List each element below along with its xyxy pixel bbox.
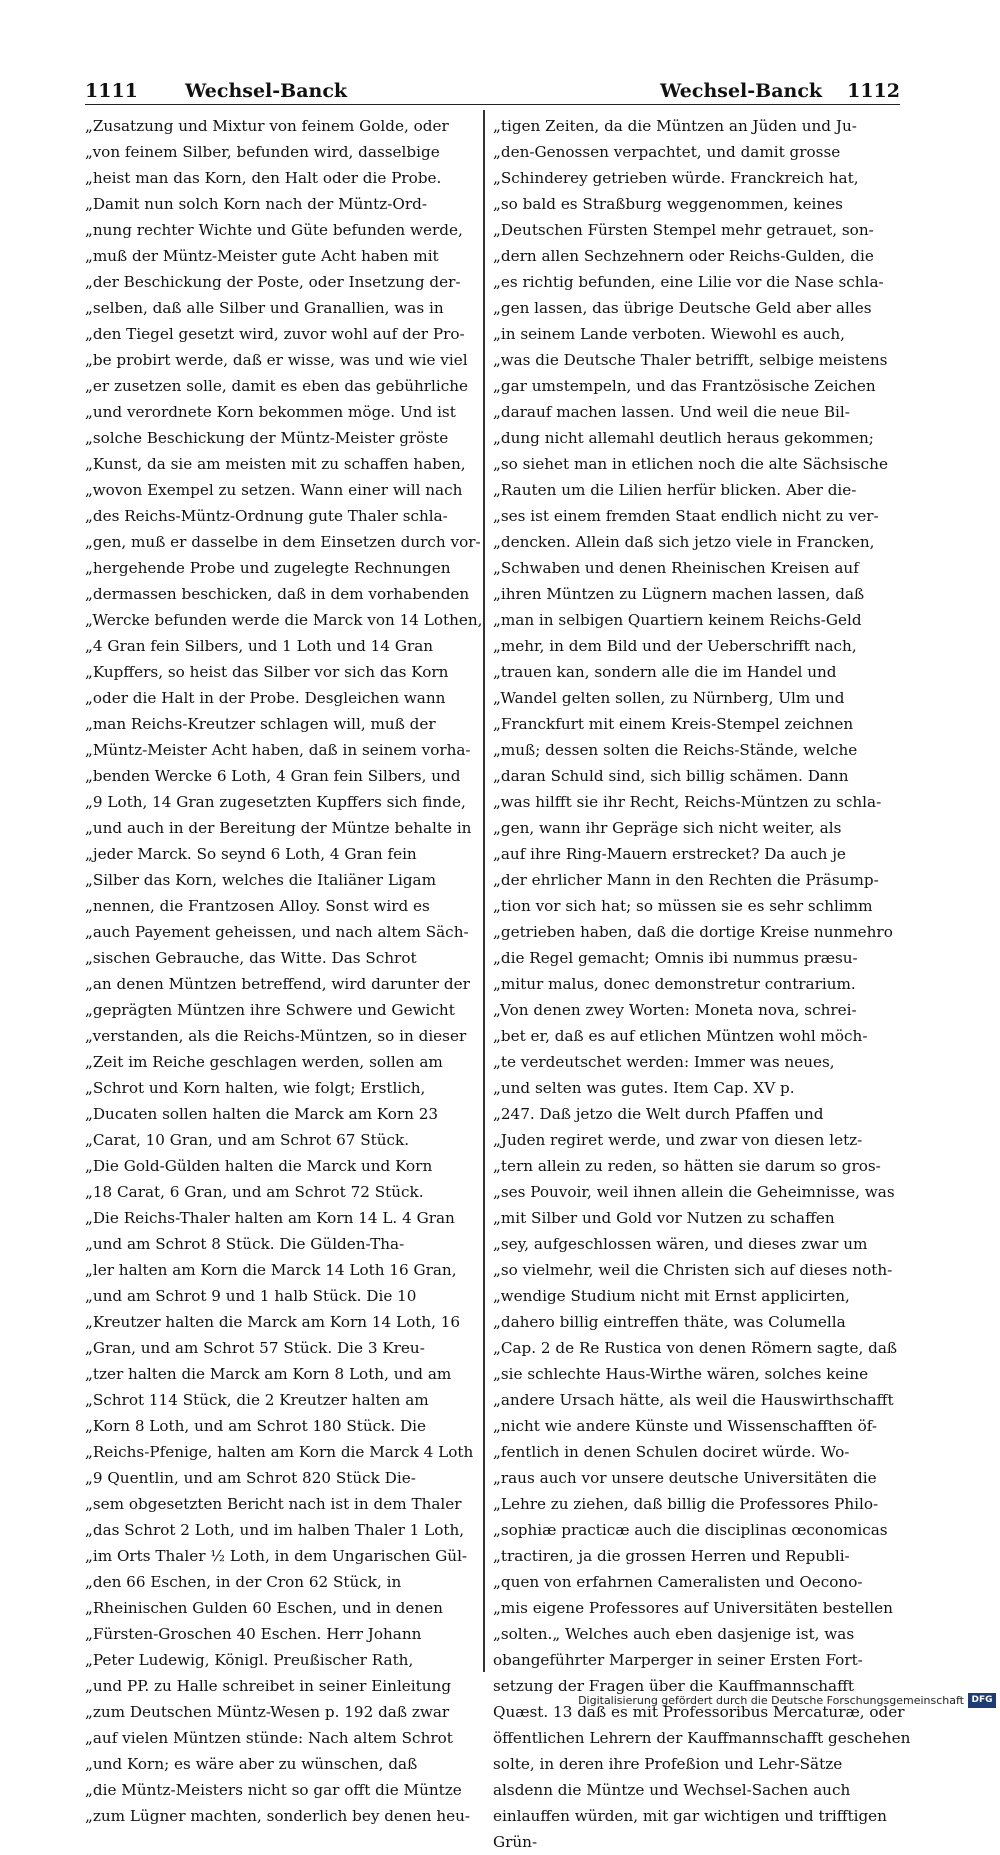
text-line: „Die Gold-Gülden halten die Marck und Korn [85,1157,433,1175]
left-running-title: Wechsel-Banck [185,80,348,102]
text-line: „Kunst, da sie am meisten mit zu schaffen haben, [85,455,466,473]
text-line: „Franckfurt mit einem Kreis-Stempel zeichnen [493,715,854,733]
text-line: „dahero billig eintreffen thäte, was Columella [493,1313,846,1331]
text-line: „muß der Müntz-Meister gute Acht haben mit [85,247,439,265]
text-line: obangeführter Marperger in seiner Ersten Fort- [493,1651,863,1669]
text-line: „Reichs-Pfenige, halten am Korn die Marck 4 Loth [85,1443,474,1461]
text-line: „jeder Marck. So seynd 6 Loth, 4 Gran fein [85,845,417,863]
text-line: „solche Beschickung der Müntz-Meister gröste [85,429,449,447]
text-line: „Silber das Korn, welches die Italiäner Ligam [85,871,437,889]
text-line: „fentlich in denen Schulen dociret würde. Wo- [493,1443,850,1461]
text-line: „auch Payement geheissen, und nach altem Säch- [85,923,469,941]
text-line: „Damit nun solch Korn nach der Müntz-Ord- [85,195,427,213]
text-line: „Juden regiret werde, und zwar von diesen letz- [493,1131,863,1149]
text-line: „auf ihre Ring-Mauern erstrecket? Da auch je [493,845,846,863]
text-line: „selben, daß alle Silber und Granallien, was in [85,299,444,317]
text-line: „andere Ursach hätte, als weil die Hauswirthschafft [493,1391,894,1409]
right-running-title: Wechsel-Banck [660,80,823,102]
text-line: „247. Daß jetzo die Welt durch Pfaffen und [493,1105,824,1123]
text-line: „zum Lügner machten, sonderlich bey denen heu- [85,1807,471,1825]
text-line: „mit Silber und Gold vor Nutzen zu schaffen [493,1209,835,1227]
text-line: „hergehende Probe und zugelegte Rechnungen [85,559,451,577]
text-line: „oder die Halt in der Probe. Desgleichen wann [85,689,446,707]
text-line: „Fürsten-Groschen 40 Eschen. Herr Johann [85,1625,422,1643]
text-line: „die Müntz-Meisters nicht so gar offt die Müntze [85,1781,462,1799]
text-line: „be probirt werde, daß er wisse, was und wie viel [85,351,468,369]
text-line: „getrieben haben, daß die dortige Kreise nunmehro [493,923,893,941]
text-line: „Korn 8 Loth, und am Schrot 180 Stück. Die [85,1417,426,1435]
text-line: „Lehre zu ziehen, daß billig die Professores Philo- [493,1495,879,1513]
text-line: „so vielmehr, weil die Christen sich auf dieses noth- [493,1261,893,1279]
text-line: „gen, wann ihr Gepräge sich nicht weiter, als [493,819,842,837]
text-line: „Rheinischen Gulden 60 Eschen, und in denen [85,1599,443,1617]
text-line: setzung der Fragen über die Kauffmannschafft [493,1677,854,1695]
text-line: „von feinem Silber, befunden wird, dasselbige [85,143,440,161]
text-line: einlauffen würden, mit gar wichtigen und trifftigen [493,1807,887,1825]
text-line: „gen lassen, das übrige Deutsche Geld aber alles [493,299,872,317]
text-line: „das Schrot 2 Loth, und im halben Thaler 1 Loth, [85,1521,465,1539]
text-line: „heist man das Korn, den Halt oder die Probe. [85,169,442,187]
text-line: „trauen kan, sondern alle die im Handel und [493,663,837,681]
text-line: Grün- [493,1833,538,1851]
text-line: „Die Reichs-Thaler halten am Korn 14 L. 4 Gran [85,1209,455,1227]
text-line: „man Reichs-Kreutzer schlagen will, muß der [85,715,436,733]
text-line: „benden Wercke 6 Loth, 4 Gran fein Silbers, und [85,767,461,785]
text-line: „und am Schrot 9 und 1 halb Stück. Die 10 [85,1287,417,1305]
text-line: „an denen Müntzen betreffend, wird darunter der [85,975,470,993]
left-text-column [85,113,483,1825]
right-page-number: 1112 [847,80,900,102]
column-divider [483,110,485,1672]
text-line: „der ehrlicher Mann in den Rechten die Präsump- [493,871,879,889]
text-line: „so bald es Straßburg weggenommen, keines [493,195,843,213]
text-line: „Müntz-Meister Acht haben, daß in seinem vorha- [85,741,471,759]
text-line: „Wandel gelten sollen, zu Nürnberg, Ulm und [493,689,845,707]
text-line: „Schwaben und denen Rheinischen Kreisen auf [493,559,859,577]
text-line: „Gran, und am Schrot 57 Stück. Die 3 Kreu- [85,1339,425,1357]
text-line: „Zeit im Reiche geschlagen werden, sollen am [85,1053,443,1071]
text-line: „18 Carat, 6 Gran, und am Schrot 72 Stück. [85,1183,424,1201]
text-line: „tigen Zeiten, da die Müntzen an Jüden und Ju- [493,117,857,135]
text-line: „und Korn; es wäre aber zu wünschen, daß [85,1755,418,1773]
text-line: „Schinderey getrieben würde. Franckreich hat, [493,169,859,187]
text-line: „daran Schuld sind, sich billig schämen. Dann [493,767,849,785]
text-line: „wovon Exempel zu setzen. Wann einer will nach [85,481,463,499]
text-line: „ler halten am Korn die Marck 14 Loth 16 Gran, [85,1261,457,1279]
text-line: „und auch in der Bereitung der Müntze behalte in [85,819,472,837]
text-line: „Schrot 114 Stück, die 2 Kreutzer halten am [85,1391,429,1409]
text-line: „gen, muß er dasselbe in dem Einsetzen durch vor- [85,533,481,551]
text-line: „es richtig befunden, eine Lilie vor die Nase schla- [493,273,884,291]
text-line: „sie schlechte Haus-Wirthe wären, solches keine [493,1365,869,1383]
text-line: „nennen, die Frantzosen Alloy. Sonst wird es [85,897,430,915]
text-line: solte, in deren ihre Profeßion und Lehr-Sätze [493,1755,843,1773]
text-line: Quæst. 13 daß es mit Professoribus Mercaturæ, oder [493,1703,905,1721]
text-line: „man in selbigen Quartiern keinem Reichs-Geld [493,611,862,629]
text-line: „ses Pouvoir, weil ihnen allein die Geheimnisse, was [493,1183,895,1201]
dfg-logo: DFG [968,1693,996,1708]
text-line: „4 Gran fein Silbers, und 1 Loth und 14 Gran [85,637,434,655]
text-line: „9 Loth, 14 Gran zugesetzten Kupffers sich finde, [85,793,466,811]
text-line: „Ducaten sollen halten die Marck am Korn 23 [85,1105,439,1123]
text-line: „ihren Müntzen zu Lügnern machen lassen, daß [493,585,865,603]
text-line: „Cap. 2 de Re Rustica von denen Römern sagte, daß [493,1339,898,1357]
text-line: „Deutschen Fürsten Stempel mehr getrauet, son- [493,221,874,239]
text-line: „solten.„ Welches auch eben dasjenige ist, was [493,1625,855,1643]
text-line: „Carat, 10 Gran, und am Schrot 67 Stück. [85,1131,410,1149]
text-line: „wendige Studium nicht mit Ernst applicirten, [493,1287,850,1305]
footer-credit: Digitalisierung gefördert durch die Deutsche Forschungsgemeinschaft [578,1694,964,1707]
text-line: „gar umstempeln, und das Frantzösische Zeichen [493,377,876,395]
left-page-number: 1111 [85,80,138,102]
text-line: „tion vor sich hat; so müssen sie es sehr schlimm [493,897,873,915]
text-line: „auf vielen Müntzen stünde: Nach altem Schrot [85,1729,453,1747]
book-page [85,70,911,1851]
text-line: „und selten was gutes. Item Cap. XV p. [493,1079,795,1097]
text-line: „den Tiegel gesetzt wird, zuvor wohl auf der Pro- [85,325,465,343]
text-line: „mehr, in dem Bild und der Ueberschrifft nach, [493,637,857,655]
text-line: „raus auch vor unsere deutsche Universitäten die [493,1469,877,1487]
text-line: „geprägten Müntzen ihre Schwere und Gewicht [85,1001,455,1019]
text-line: „Wercke befunden werde die Marck von 14 Lothen, [85,611,483,629]
text-line: „was hilfft sie ihr Recht, Reichs-Müntzen zu schla- [493,793,882,811]
text-line: „Von denen zwey Worten: Moneta nova, schrei- [493,1001,857,1019]
text-line: „Peter Ludewig, Königl. Preußischer Rath, [85,1651,414,1669]
text-line: „tractiren, ja die grossen Herren und Republi- [493,1547,850,1565]
text-line: „nung rechter Wichte und Güte befunden werde, [85,221,463,239]
text-line: „9 Quentlin, und am Schrot 820 Stück Die- [85,1469,416,1487]
text-line: „Zusatzung und Mixtur von feinem Golde, oder [85,117,449,135]
text-line: „dung nicht allemahl deutlich heraus gekommen; [493,429,874,447]
text-line: „der Beschickung der Poste, oder Insetzung der- [85,273,461,291]
text-line: „und am Schrot 8 Stück. Die Gülden-Tha- [85,1235,405,1253]
text-line: „er zusetzen solle, damit es eben das gebührliche [85,377,469,395]
text-line: „quen von erfahrnen Cameralisten und Oecono- [493,1573,863,1591]
text-line: „darauf machen lassen. Und weil die neue Bil- [493,403,850,421]
text-line: „die Regel gemacht; Omnis ibi nummus præsu- [493,949,858,967]
text-line: „Kupffers, so heist das Silber vor sich das Korn [85,663,449,681]
text-line: „te verdeutschet werden: Immer was neues, [493,1053,835,1071]
text-line: „des Reichs-Müntz-Ordnung gute Thaler schla- [85,507,448,525]
text-line: „dern allen Sechzehnern oder Reichs-Gulden, die [493,247,874,265]
text-line: „ses ist einem fremden Staat endlich nicht zu ver- [493,507,879,525]
text-line: „was die Deutsche Thaler betrifft, selbige meistens [493,351,888,369]
digitization-footer [560,1692,1000,1710]
text-line: „nicht wie andere Künste und Wissenschafften öf- [493,1417,877,1435]
text-line: „den-Genossen verpachtet, und damit grosse [493,143,841,161]
text-line: „sophiæ practicæ auch die disciplinas œconomicas [493,1521,888,1539]
text-line: „sischen Gebrauche, das Witte. Das Schrot [85,949,417,967]
text-line: „in seinem Lande verboten. Wiewohl es auch, [493,325,846,343]
text-line: „tzer halten die Marck am Korn 8 Loth, und am [85,1365,452,1383]
text-line: „verstanden, als die Reichs-Müntzen, so in dieser [85,1027,467,1045]
text-line: „dencken. Allein daß sich jetzo viele in Francken, [493,533,875,551]
text-line: „tern allein zu reden, so hätten sie darum so gros- [493,1157,881,1175]
text-line: „im Orts Thaler ½ Loth, in dem Ungarischen Gül- [85,1547,468,1565]
text-line: „mitur malus, donec demonstretur contrarium. [493,975,856,993]
running-head [85,80,900,105]
text-line: „so siehet man in etlichen noch die alte Sächsische [493,455,888,473]
text-line: alsdenn die Müntze und Wechsel-Sachen auch [493,1781,851,1799]
text-line: „muß; dessen solten die Reichs-Stände, welche [493,741,858,759]
text-line: „sem obgesetzten Bericht nach ist in dem Thaler [85,1495,462,1513]
text-line: „und verordnete Korn bekommen möge. Und ist [85,403,456,421]
text-line: „den 66 Eschen, in der Cron 62 Stück, in [85,1573,402,1591]
text-line: öffentlichen Lehrern der Kauffmannschafft geschehen [493,1729,911,1747]
text-line: „sey, aufgeschlossen wären, und dieses zwar um [493,1235,868,1253]
text-line: „zum Deutschen Müntz-Wesen p. 192 daß zwar [85,1703,450,1721]
text-line: „mis eigene Professores auf Universitäten bestellen [493,1599,893,1617]
text-line: „bet er, daß es auf etlichen Müntzen wohl möch- [493,1027,868,1045]
text-line: „Rauten um die Lilien herfür blicken. Aber die- [493,481,857,499]
text-line: „Schrot und Korn halten, wie folgt; Erstlich, [85,1079,426,1097]
text-line: „Kreutzer halten die Marck am Korn 14 Loth, 16 [85,1313,461,1331]
text-line: „und PP. zu Halle schreibet in seiner Einleitung [85,1677,452,1695]
text-line: „dermassen beschicken, daß in dem vorhabenden [85,585,470,603]
